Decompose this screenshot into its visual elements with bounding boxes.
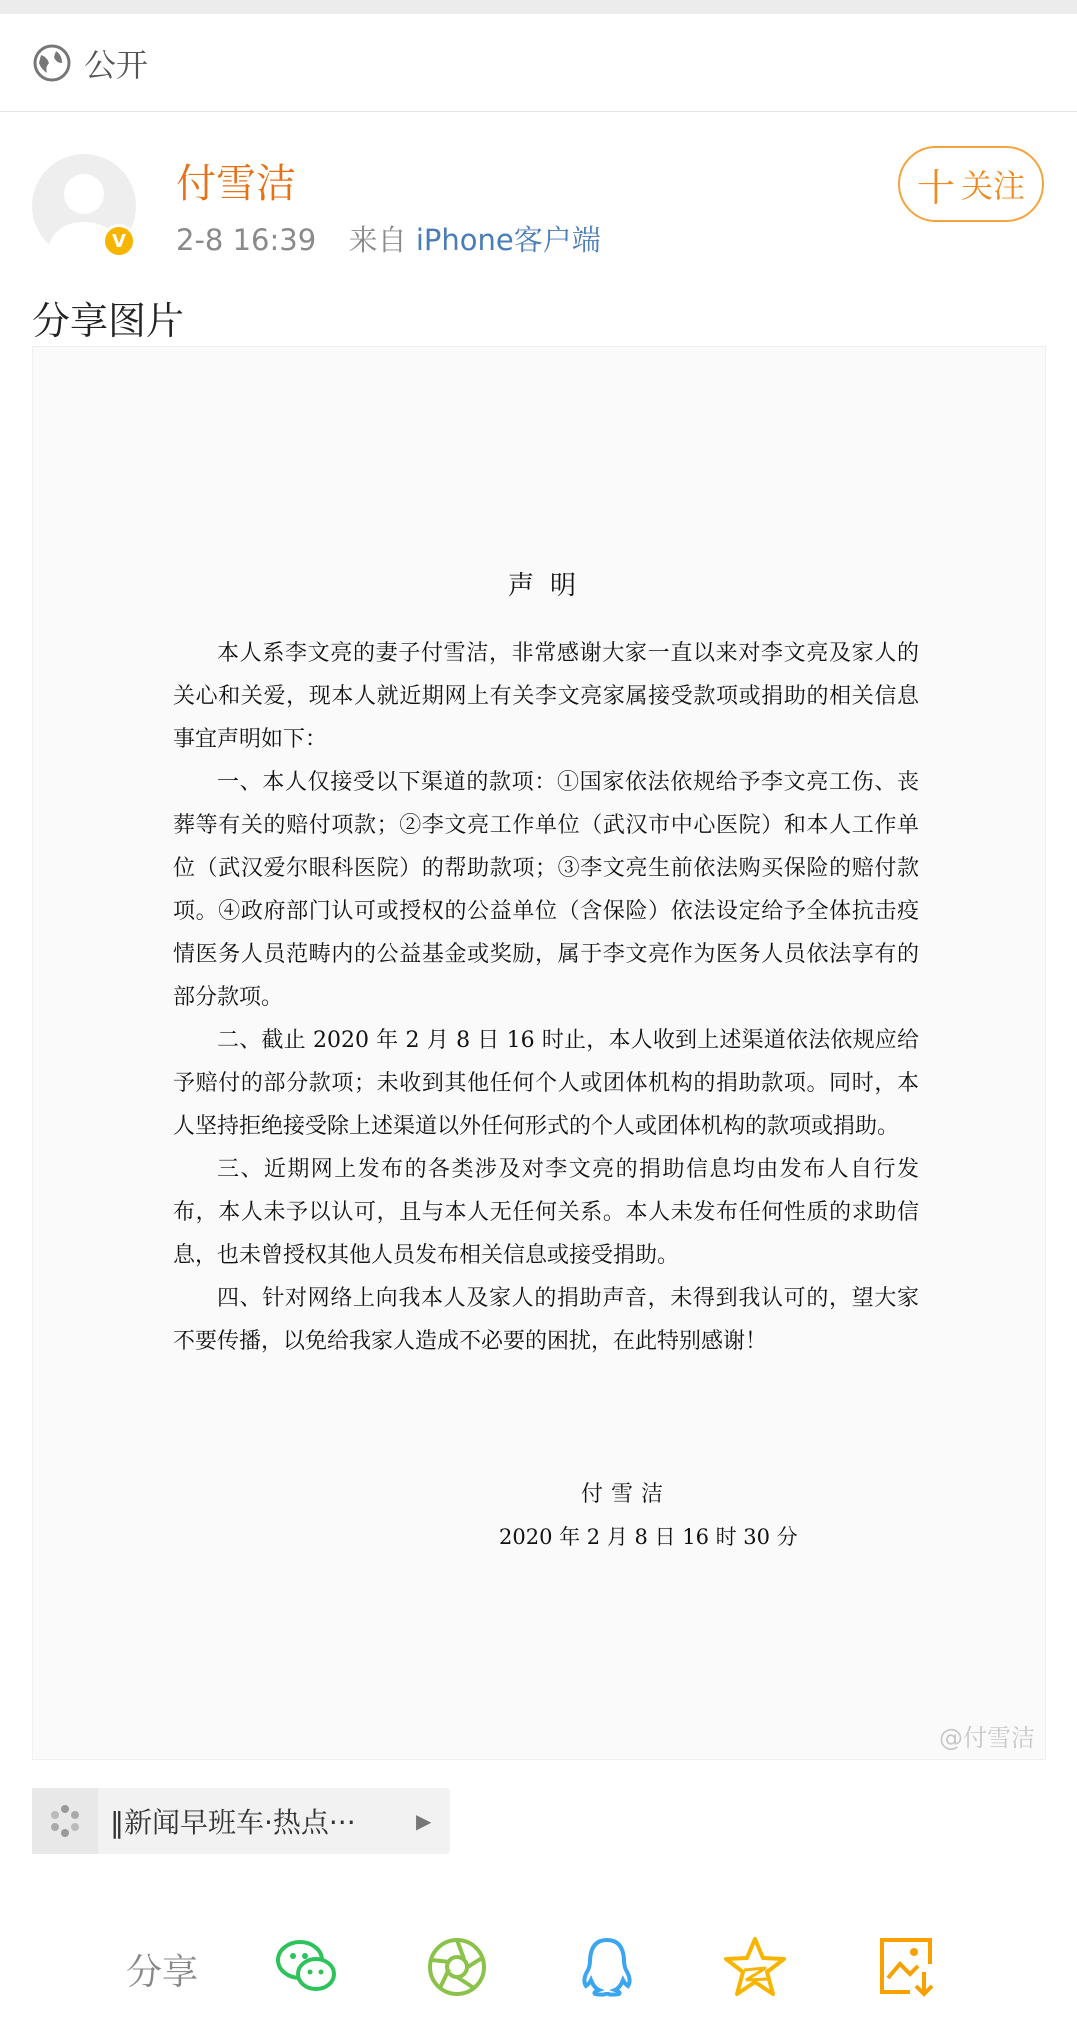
signature-date: 2020 年 2 月 8 日 16 时 30 分 [499,1525,798,1549]
share-bar [0,1920,1077,2010]
follow-button[interactable] [898,146,1044,222]
verified-badge-icon: V [102,224,136,258]
username[interactable]: 付雪洁 [176,161,296,207]
visibility-label: 公开 [84,45,149,84]
topic-spinner-icon [32,1788,98,1854]
document-title: 声明 [507,571,592,601]
moments-icon[interactable] [424,1934,490,2000]
status-strip [0,0,1077,14]
chevron-right-icon: ▶ [416,1809,432,1833]
post-from-label: 来自 [348,223,407,257]
post-meta [176,218,601,259]
follow-label: 关注 [961,167,1026,205]
signature-name: 付雪洁 [581,1482,672,1507]
document-paragraph: 二、截止 2020 年 2 月 8 日 16 时止，本人收到上述渠道依法依规应给予赔付的部分款项；未收到其他任何个人或团体机构的捐助款项。同时，本人坚持拒绝接受除上述渠道以外任何形式的个人或团体机构的款项或捐助。 [173,1028,919,1139]
topic-label: ‖新闻早班车·热点··· [110,1806,356,1839]
post-header [0,140,1077,270]
plus-icon: 十 [916,165,955,210]
statement-document [173,565,919,1363]
visibility-bar[interactable] [0,14,1077,112]
weibo-watermark: @付雪洁 [939,1724,1035,1752]
document-paragraph: 本人系李文亮的妻子付雪洁，非常感谢大家一直以来对李文亮及家人的关心和关爱，现本人就近期网上有关李文亮家属接受款项或捐助的相关信息事宜声明如下： [173,641,919,752]
qq-icon[interactable] [574,1934,640,2000]
topic-chip[interactable] [32,1788,450,1854]
document-paragraph: 四、针对网络上向我本人及家人的捐助声音，未得到我认可的，望大家不要传播，以免给我家人造成不必要的困扰，在此特别感谢！ [173,1286,919,1354]
post-time: 2-8 16:39 [176,223,317,257]
post-text: 分享图片 [32,299,185,343]
post-image[interactable] [32,346,1046,1760]
post-source[interactable]: iPhone客户端 [415,223,601,257]
globe-icon [32,43,72,83]
qzone-icon[interactable] [722,1934,788,2000]
save-image-icon[interactable] [874,1934,940,2000]
document-paragraph: 三、近期网上发布的各类涉及对李文亮的捐助信息均由发布人自行发布，本人未予以认可，且与本人无任何关系。本人未发布任何性质的求助信息，也未曾授权其他人员发布相关信息或接受捐助。 [173,1157,919,1268]
document-paragraph: 一、本人仅接受以下渠道的款项：①国家依法依规给予李文亮工伤、丧葬等有关的赔付项款；②李文亮工作单位（武汉市中心医院）和本人工作单位（武汉爱尔眼科医院）的帮助款项；③李文亮生前依法购买保险的赔付款项。④政府部门认可或授权的公益单位（含保险）依法设定给予全体抗击疫情医务人员范畴内的公益基金或奖励，属于李文亮作为医务人员依法享有的部分款项。 [173,770,919,1010]
share-label: 分享 [126,1952,199,1993]
wechat-icon[interactable] [274,1934,340,2000]
